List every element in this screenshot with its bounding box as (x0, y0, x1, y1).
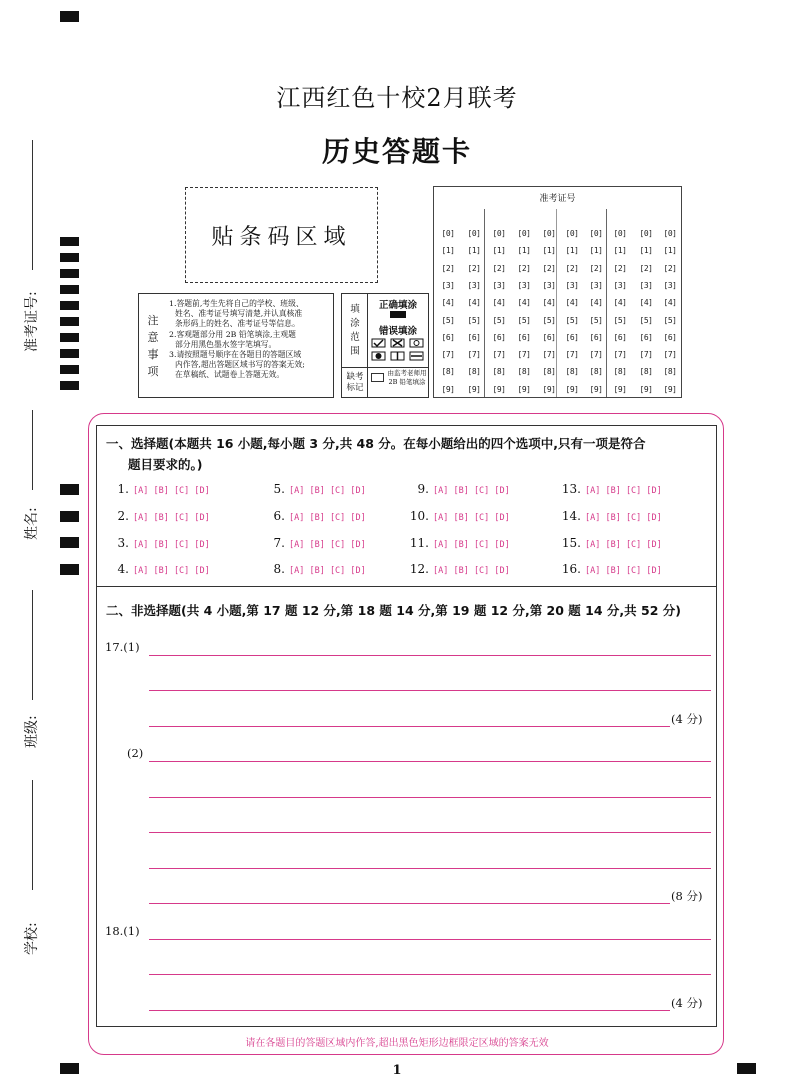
side-line-school (32, 780, 33, 890)
ticket-digit-bubble[interactable]: [6] (565, 332, 579, 342)
answer-bubbles[interactable]: [A] [B] [C] [D] (585, 540, 662, 550)
question-number: 10. (409, 509, 429, 523)
ticket-digit-bubble[interactable]: [3] (492, 280, 506, 290)
correct-fill-label: 正确填涂 (378, 300, 417, 311)
q18-part1-label: 18.(1) (105, 924, 140, 938)
section-non-choice-heading: 二、非选择题(共 4 小题,第 17 题 12 分,第 18 题 14 分,第 19 题 12 分,第 20 题 14 分,共 52 分) (106, 603, 681, 618)
ticket-digit-bubble[interactable]: [5] (639, 315, 653, 325)
answer-line[interactable] (149, 761, 711, 762)
question-number: 3. (117, 536, 129, 550)
answer-bubbles[interactable]: [A] [B] [C] [D] (133, 486, 210, 496)
ticket-digit-bubble[interactable]: [5] (613, 315, 627, 325)
ticket-digit-bubble[interactable]: [4] (663, 298, 677, 308)
choice-question (263, 509, 366, 523)
choice-question (559, 509, 662, 523)
ticket-digit-bubble[interactable]: [1] (565, 246, 579, 256)
ticket-digit-bubble[interactable]: [0] (467, 229, 481, 238)
ticket-digit-bubble[interactable]: [1] (492, 246, 506, 256)
ticket-digit-bubble[interactable]: [9] (639, 384, 653, 394)
ticket-digit-bubble[interactable]: [4] (542, 298, 556, 308)
ticket-digit-bubble[interactable]: [5] (441, 315, 455, 325)
answer-line[interactable] (149, 655, 711, 656)
ticket-digit-bubble[interactable]: [8] (613, 367, 627, 377)
ticket-digit-bubble[interactable]: [1] (663, 246, 677, 256)
footer-note: 请在各题目的答题区域内作答,超出黑色矩形边框限定区域的答案无效 (245, 1038, 549, 1049)
choice-question (407, 536, 510, 550)
question-number: 8. (273, 562, 285, 576)
question-number: 16. (561, 562, 581, 576)
answer-line[interactable] (149, 939, 711, 940)
ticket-digit-bubble[interactable]: [8] (639, 367, 653, 377)
q17-part2-label: (2) (127, 746, 144, 760)
wrong-fill-samples-icon (370, 337, 428, 363)
ticket-digit-bubble[interactable]: [0] (517, 229, 531, 238)
notice-line: 1.答题前,考生先将自己的学校、班级、 (169, 299, 304, 308)
ticket-digit-bubble[interactable]: [4] (517, 298, 531, 308)
answer-bubbles[interactable]: [A] [B] [C] [D] (133, 540, 210, 550)
ticket-digit-bubble[interactable]: [3] (639, 280, 653, 290)
ticket-digit-bubble[interactable]: [4] (441, 298, 455, 308)
ticket-digit-bubble[interactable]: [2] (589, 263, 603, 273)
answer-bubbles[interactable]: [A] [B] [C] [D] (289, 540, 366, 550)
notice-line: 部分用黑色墨水签字笔填写。 (175, 339, 277, 349)
answer-bubbles[interactable]: [A] [B] [C] [D] (289, 566, 366, 576)
ticket-digit-bubble[interactable]: [0] (441, 229, 455, 238)
choice-question (559, 482, 662, 496)
ticket-digit-bubble[interactable]: [3] (467, 280, 481, 290)
question-number: 14. (561, 509, 581, 523)
barcode-area (185, 187, 378, 283)
ticket-digit-bubble[interactable]: [5] (492, 315, 506, 325)
ticket-digit-bubble[interactable]: [3] (565, 280, 579, 290)
notice-line: 条形码上的姓名、准考证号等信息。 (175, 319, 300, 329)
ticket-digit-bubble[interactable]: [5] (517, 315, 531, 325)
notice-body (169, 299, 332, 381)
ticket-digit-bubble[interactable]: [7] (639, 350, 653, 360)
ticket-digit-bubble[interactable]: [3] (441, 280, 455, 290)
answer-bubbles[interactable]: [A] [B] [C] [D] (433, 486, 510, 496)
ticket-digit-bubble[interactable]: [9] (663, 384, 677, 394)
q17-part1-score: (4 分) (671, 712, 703, 726)
choice-question (407, 562, 510, 576)
notice-line: 3.请按照题号顺序在各题目的答题区域 (169, 350, 302, 360)
ticket-digit-bubble[interactable]: [9] (613, 384, 627, 394)
ticket-digit-bubble[interactable]: [5] (542, 315, 556, 325)
ticket-digit-bubble[interactable]: [9] (441, 384, 455, 394)
ticket-digit-bubble[interactable]: [5] (589, 315, 603, 325)
answer-bubbles[interactable]: [A] [B] [C] [D] (585, 513, 662, 523)
section-choice-heading-cont: 题目要求的。) (128, 457, 203, 472)
question-number: 13. (561, 482, 581, 496)
ticket-digit-bubble[interactable]: [3] (542, 280, 556, 290)
ticket-digit-bubble[interactable]: [1] (589, 246, 603, 256)
ticket-digit-bubble[interactable]: [1] (517, 246, 531, 256)
choice-question (263, 482, 366, 496)
ticket-digit-bubble[interactable]: [2] (565, 263, 579, 273)
choice-question (107, 536, 210, 550)
ticket-digit-bubble[interactable]: [6] (517, 332, 531, 342)
answer-line[interactable] (149, 726, 670, 727)
question-number: 5. (273, 482, 285, 496)
corner-mark-top-left (60, 11, 79, 22)
ticket-digit-bubble[interactable]: [6] (639, 332, 653, 342)
ticket-digit-bubble[interactable]: [3] (613, 280, 627, 290)
ticket-digit-bubble[interactable]: [7] (663, 350, 677, 360)
ticket-digit-bubble[interactable]: [6] (589, 332, 603, 342)
card-title: 历史答题卡 (321, 135, 472, 168)
exam-name: 江西红色十校2月联考 (276, 84, 518, 112)
answer-line[interactable] (149, 832, 711, 833)
ticket-digit-bubble[interactable]: [4] (589, 298, 603, 308)
notice-line: 姓名、准考证号填写清楚,并认真核准 (175, 309, 303, 319)
notice-box (138, 293, 334, 398)
answer-line[interactable] (149, 1010, 670, 1011)
ticket-digit-bubble[interactable]: [4] (565, 298, 579, 308)
ticket-digit-bubble[interactable]: [1] (542, 246, 556, 256)
choice-question (263, 536, 366, 550)
ticket-digit-bubble[interactable]: [2] (467, 263, 481, 273)
ticket-digit-bubble[interactable]: [0] (542, 229, 556, 238)
ticket-digit-bubble[interactable]: [7] (467, 350, 481, 360)
question-number: 11. (409, 536, 429, 550)
side-ticket-label: 准考证号: (24, 291, 40, 352)
ticket-digit-bubble[interactable]: [0] (639, 229, 653, 238)
ticket-digit-bubble[interactable]: [9] (542, 384, 556, 394)
ticket-digit-bubble[interactable]: [6] (467, 332, 481, 342)
ticket-digit-bubble[interactable]: [4] (613, 298, 627, 308)
ticket-digit-bubble[interactable]: [0] (589, 229, 603, 238)
fill-range-label: 填涂范围 (350, 304, 360, 357)
ticket-digit-bubble[interactable]: [3] (517, 280, 531, 290)
ticket-digit-bubble[interactable]: [2] (613, 263, 627, 273)
ticket-digit-bubble[interactable]: [8] (467, 367, 481, 377)
ticket-digit-bubble[interactable]: [2] (663, 263, 677, 273)
ticket-digit-bubble[interactable]: [9] (467, 384, 481, 394)
ticket-digit-bubble[interactable]: [6] (663, 332, 677, 342)
ticket-digit-bubble[interactable]: [9] (517, 384, 531, 394)
question-number: 15. (561, 536, 581, 550)
ticket-digit-bubble[interactable]: [6] (613, 332, 627, 342)
section-choice (96, 425, 717, 587)
choice-question (559, 562, 662, 576)
question-number: 7. (273, 536, 285, 550)
side-line-name (32, 410, 33, 490)
side-line-class (32, 590, 33, 700)
question-number: 2. (117, 509, 129, 523)
ticket-digit-bubble[interactable]: [0] (613, 229, 627, 238)
ticket-digit-bubble[interactable]: [8] (565, 367, 579, 377)
ticket-digit-bubble[interactable]: [5] (565, 315, 579, 325)
answer-line[interactable] (149, 690, 711, 691)
ticket-digit-bubble[interactable]: [4] (467, 298, 481, 308)
ticket-digit-bubble[interactable]: [3] (589, 280, 603, 290)
ticket-digit-bubble[interactable]: [7] (492, 350, 506, 360)
ticket-digit-bubble[interactable]: [2] (639, 263, 653, 273)
ticket-digit-bubble[interactable]: [4] (492, 298, 506, 308)
page-number: 1 (392, 1063, 402, 1078)
side-class-label: 班级: (24, 715, 40, 748)
notice-line: 在草稿纸、试题卷上答题无效。 (175, 370, 285, 380)
answer-bubbles[interactable]: [A] [B] [C] [D] (585, 566, 662, 576)
absent-note: 由监考老师用 2B 铅笔填涂 (387, 369, 427, 386)
ticket-number-grid (433, 186, 682, 398)
answer-bubbles[interactable]: [A] [B] [C] [D] (133, 513, 210, 523)
ticket-digit-bubble[interactable]: [8] (492, 367, 506, 377)
ticket-digit-bubble[interactable]: [9] (589, 384, 603, 394)
choice-question (263, 562, 366, 576)
answer-line[interactable] (149, 797, 711, 798)
answer-bubbles[interactable]: [A] [B] [C] [D] (433, 566, 510, 576)
ticket-title: 准考证号 (539, 194, 576, 204)
question-number: 4. (117, 562, 129, 576)
choice-question (407, 482, 510, 496)
section-choice-heading: 一、选择题(本题共 16 小题,每小题 3 分,共 48 分。在每小题给出的四个选项中,只有一项是符合 (106, 436, 646, 451)
ticket-digit-bubble[interactable]: [2] (441, 263, 455, 273)
answer-bubbles[interactable]: [A] [B] [C] [D] (289, 513, 366, 523)
wrong-fill-label: 错误填涂 (378, 326, 417, 337)
ticket-digit-bubble[interactable]: [8] (542, 367, 556, 377)
choice-question (107, 562, 210, 576)
ticket-digit-bubble[interactable]: [7] (441, 350, 455, 360)
answer-bubbles[interactable]: [A] [B] [C] [D] (133, 566, 210, 576)
question-number: 6. (273, 509, 285, 523)
choice-question (407, 509, 510, 523)
barcode-area-label: 贴条码区域 (211, 224, 352, 250)
answer-line[interactable] (149, 903, 670, 904)
choice-question (107, 482, 210, 496)
ticket-digit-bubble[interactable]: [2] (542, 263, 556, 273)
answer-bubbles[interactable]: [A] [B] [C] [D] (585, 486, 662, 496)
ticket-digit-bubble[interactable]: [2] (517, 263, 531, 273)
q17-part2-score: (8 分) (671, 889, 703, 903)
ticket-digit-bubble[interactable]: [1] (639, 246, 653, 256)
absent-mark-box[interactable] (371, 373, 384, 382)
ticket-digit-bubble[interactable]: [8] (517, 367, 531, 377)
ticket-digit-bubble[interactable]: [5] (467, 315, 481, 325)
ticket-digit-bubble[interactable]: [7] (517, 350, 531, 360)
answer-bubbles[interactable]: [A] [B] [C] [D] (433, 540, 510, 550)
section-non-choice (96, 586, 717, 1027)
ticket-digit-bubble[interactable]: [6] (542, 332, 556, 342)
ticket-digit-bubble[interactable]: [0] (492, 229, 506, 238)
question-number: 1. (117, 482, 129, 496)
ticket-digit-bubble[interactable]: [8] (589, 367, 603, 377)
ticket-digit-bubble[interactable]: [9] (492, 384, 506, 394)
ticket-digit-bubble[interactable]: [2] (492, 263, 506, 273)
ticket-digit-bubble[interactable]: [1] (467, 246, 481, 256)
side-school-label: 学校: (24, 922, 40, 955)
q17-part1-label: 17.(1) (105, 640, 140, 654)
ticket-digit-bubble[interactable]: [6] (441, 332, 455, 342)
ticket-digit-bubble[interactable]: [0] (663, 229, 677, 238)
ticket-digit-bubble[interactable]: [7] (542, 350, 556, 360)
notice-line: 内作答,超出答题区域书写的答案无效; (175, 360, 305, 370)
question-number: 12. (409, 562, 429, 576)
ticket-digit-bubble[interactable]: [6] (492, 332, 506, 342)
side-name-label: 姓名: (24, 507, 40, 540)
q18-part1-score: (4 分) (671, 996, 703, 1010)
answer-bubbles[interactable]: [A] [B] [C] [D] (433, 513, 510, 523)
notice-label: 注意事项 (147, 314, 159, 378)
question-number: 9. (417, 482, 429, 496)
ticket-digit-bubble[interactable]: [5] (663, 315, 677, 325)
ticket-digit-bubble[interactable]: [7] (613, 350, 627, 360)
answer-line[interactable] (149, 974, 711, 975)
ticket-digit-bubble[interactable]: [3] (663, 280, 677, 290)
fill-instructions (341, 293, 429, 398)
ticket-digit-bubble[interactable]: [8] (663, 367, 677, 377)
ticket-digit-bubble[interactable]: [7] (565, 350, 579, 360)
choice-question (559, 536, 662, 550)
choice-question (107, 509, 210, 523)
answer-bubbles[interactable]: [A] [B] [C] [D] (289, 486, 366, 496)
answer-line[interactable] (149, 868, 711, 869)
correct-fill-sample (390, 311, 406, 318)
ticket-digit-bubble[interactable]: [8] (441, 367, 455, 377)
notice-line: 2.客观题部分用 2B 铅笔填涂,主观题 (169, 329, 296, 339)
ticket-digit-bubble[interactable]: [9] (565, 384, 579, 394)
absent-label: 缺考标记 (346, 372, 364, 393)
ticket-digit-bubble[interactable]: [1] (613, 246, 627, 256)
ticket-digit-bubble[interactable]: [0] (565, 229, 579, 238)
ticket-digit-bubble[interactable]: [7] (589, 350, 603, 360)
ticket-digit-bubble[interactable]: [4] (639, 298, 653, 308)
ticket-digit-bubble[interactable]: [1] (441, 246, 455, 256)
